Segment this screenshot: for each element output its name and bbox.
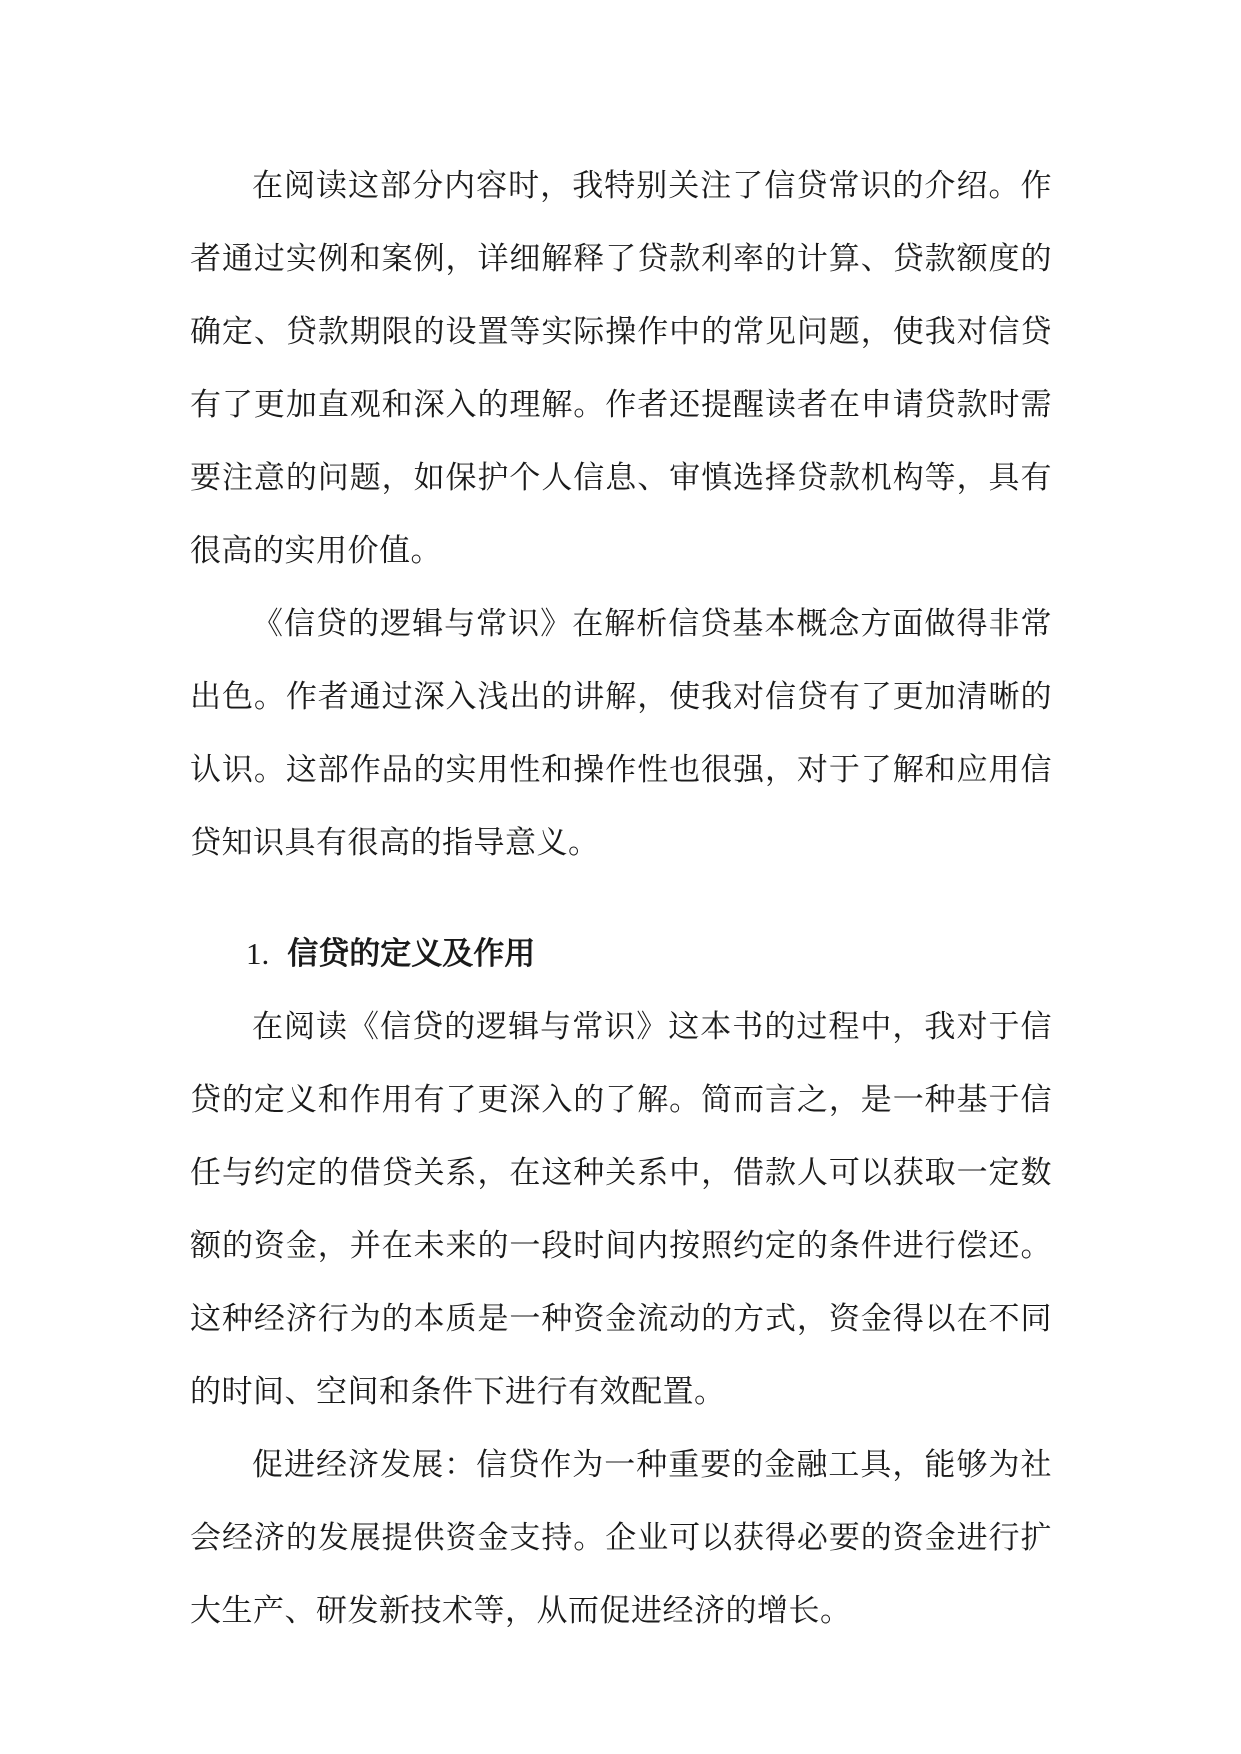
section-number: 1. [246, 936, 270, 971]
section-heading [190, 917, 1052, 991]
paragraph-credit-knowledge: 在阅读这部分内容时，我特别关注了信贷常识的介绍。作者通过实例和案例，详细解释了贷款利率的计算、贷款额度的确定、贷款期限的设置等实际操作中的常见问题，使我对信贷有了更加直观和深入的理解。作者还提醒读者在申请贷款时需要注意的问题，如保护个人信息、审慎选择贷款机构等，具有很高的实用价值。 [190, 168, 1052, 569]
document-page [190, 150, 1052, 1648]
paragraph-economic-development: 促进经济发展：信贷作为一种重要的金融工具，能够为社会经济的发展提供资金支持。企业可以获得必要的资金进行扩大生产、研发新技术等，从而促进经济的增长。 [190, 1447, 1052, 1629]
section-title: 信贷的定义及作用 [287, 936, 536, 972]
paragraph-book-evaluation: 《信贷的逻辑与常识》在解析信贷基本概念方面做得非常出色。作者通过深入浅出的讲解，使我对信贷有了更加清晰的认识。这部作品的实用性和操作性也很强，对于了解和应用信贷知识具有很高的指导意义。 [190, 606, 1052, 861]
paragraph-credit-definition: 在阅读《信贷的逻辑与常识》这本书的过程中，我对于信贷的定义和作用有了更深入的了解。简而言之，是一种基于信任与约定的借贷关系，在这种关系中，借款人可以获取一定数额的资金，并在未来的一段时间内按照约定的条件进行偿还。这种经济行为的本质是一种资金流动的方式，资金得以在不同的时间、空间和条件下进行有效配置。 [190, 1009, 1052, 1410]
